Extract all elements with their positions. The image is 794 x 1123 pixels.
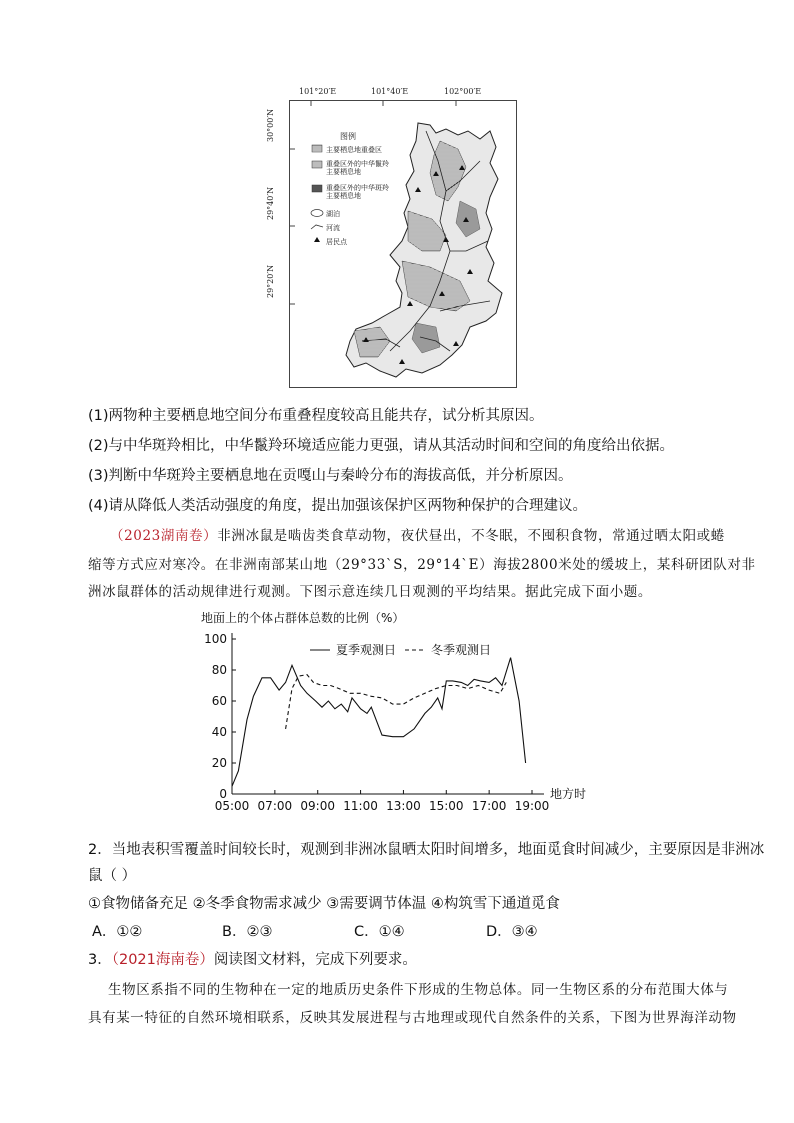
y-tick-label: 0: [219, 787, 227, 801]
question-3-text-1: 生物区系指不同的生物种在一定的地质历史条件下形成的生物总体。同一生物区系的分布范围大体与: [108, 982, 729, 998]
x-tick-label: 07:00: [257, 799, 293, 813]
x-tick-label: 19:00: [514, 799, 550, 813]
choice-a[interactable]: A．①②: [92, 924, 143, 940]
question-3-header: [88, 948, 417, 969]
activity-line-chart: [195, 606, 605, 836]
legend-serow-2: 主要栖息地: [326, 168, 361, 176]
x-tick-label: 17:00: [471, 799, 507, 813]
lon-label-1: 101°20′E: [299, 87, 337, 96]
legend-goral-2: 主要栖息地: [326, 192, 361, 200]
question-2-options: ①食物储备充足 ②冬季食物需求减少 ③需要调节体温 ④构筑雪下通道觅食: [88, 896, 560, 912]
lat-label-1: 30°00′N: [266, 108, 275, 142]
choice-c[interactable]: C．①④: [354, 924, 405, 940]
lon-label-3: 102°00′E: [444, 87, 482, 96]
chart-container: [195, 606, 605, 836]
lat-label-3: 29°20′N: [266, 264, 275, 298]
legend-lake: 湖泊: [326, 210, 340, 218]
lat-label-2: 29°40′N: [266, 186, 275, 220]
legend-river: 河流: [326, 224, 340, 232]
question-1-part-3: (3)判断中华斑羚主要栖息地在贡嘎山与秦岭分布的海拔高低，并分析原因。: [88, 468, 573, 484]
legend-label-summer: 夏季观测日: [336, 643, 397, 657]
legend-settlement: 居民点: [326, 238, 347, 246]
map-frame: [289, 100, 517, 388]
series-line-summer: [232, 658, 526, 787]
passage-2-line-1: [110, 524, 725, 544]
question-1-part-2: (2)与中华斑羚相比，中华鬣羚环境适应能力更强，请从其活动时间和空间的角度给出依据。: [88, 438, 675, 454]
x-tick-label: 11:00: [343, 799, 378, 813]
y-tick-label: 80: [211, 663, 227, 677]
habitat-map-graphic: [290, 101, 516, 387]
x-tick-label: 15:00: [428, 799, 464, 813]
passage-2-source: （2023湖南卷）: [110, 528, 218, 544]
question-2-stem-2: 鼠（ ）: [88, 868, 137, 884]
legend-label-winter: 冬季观测日: [431, 643, 492, 657]
x-tick-label: 09:00: [300, 799, 336, 813]
passage-2-text-1: 非洲冰鼠是啮齿类食草动物，夜伏昼出，不冬眠，不囤积食物，常通过晒太阳或蜷: [217, 528, 725, 544]
legend-title: 图例: [340, 132, 356, 141]
y-tick-label: 60: [211, 694, 227, 708]
question-1-part-1: (1)两物种主要栖息地空间分布重叠程度较高且能共存，试分析其原因。: [88, 408, 544, 424]
lon-label-2: 101°40′E: [371, 87, 409, 96]
x-tick-label: 05:00: [214, 799, 250, 813]
x-tick-label: 13:00: [386, 799, 421, 813]
choice-b[interactable]: B．②③: [222, 924, 273, 940]
legend-serow-1: 重叠区外的中华鬣羚: [326, 160, 389, 168]
question-1-part-4: (4)请从降低人类活动强度的角度，提出加强该保护区两物种保护的合理建议。: [88, 498, 588, 514]
question-3-instruction: 阅读图文材料，完成下列要求。: [213, 952, 417, 968]
question-2-stem-1: 2．当地表积雪覆盖时间较长时，观测到非洲冰鼠晒太阳时间增多，地面觅食时间减少，主要原因是非洲冰: [88, 842, 765, 858]
question-3-source: （2021海南卷）: [111, 952, 214, 968]
question-3-text-2: 具有某一特征的自然环境相联系，反映其发展进程与古地理或现代自然条件的关系，下图为世界海洋动物: [88, 1010, 737, 1026]
passage-2-line-3: 洲冰鼠群体的活动规律进行观测。下图示意连续几日观测的平均结果。据此完成下面小题。: [88, 584, 652, 600]
y-tick-label: 20: [211, 756, 227, 770]
chart-title: 地面上的个体占群体总数的比例（%）: [201, 611, 405, 625]
series-line-winter: [286, 675, 507, 729]
question-3-number: 3．: [88, 952, 112, 968]
y-tick-label: 40: [211, 725, 227, 739]
x-axis-label: 地方时: [550, 787, 587, 801]
y-tick-label: 100: [204, 632, 227, 646]
legend-goral-1: 重叠区外的中华斑羚: [326, 184, 389, 192]
passage-2-line-2: 缩等方式应对寒冷。在非洲南部某山地（29°33`S，29°14`E）海拔2800米处的缓坡上，某科研团队对非: [88, 557, 756, 573]
choice-d[interactable]: D．③④: [486, 924, 538, 940]
legend-overlap: 主要栖息地重叠区: [326, 146, 382, 154]
